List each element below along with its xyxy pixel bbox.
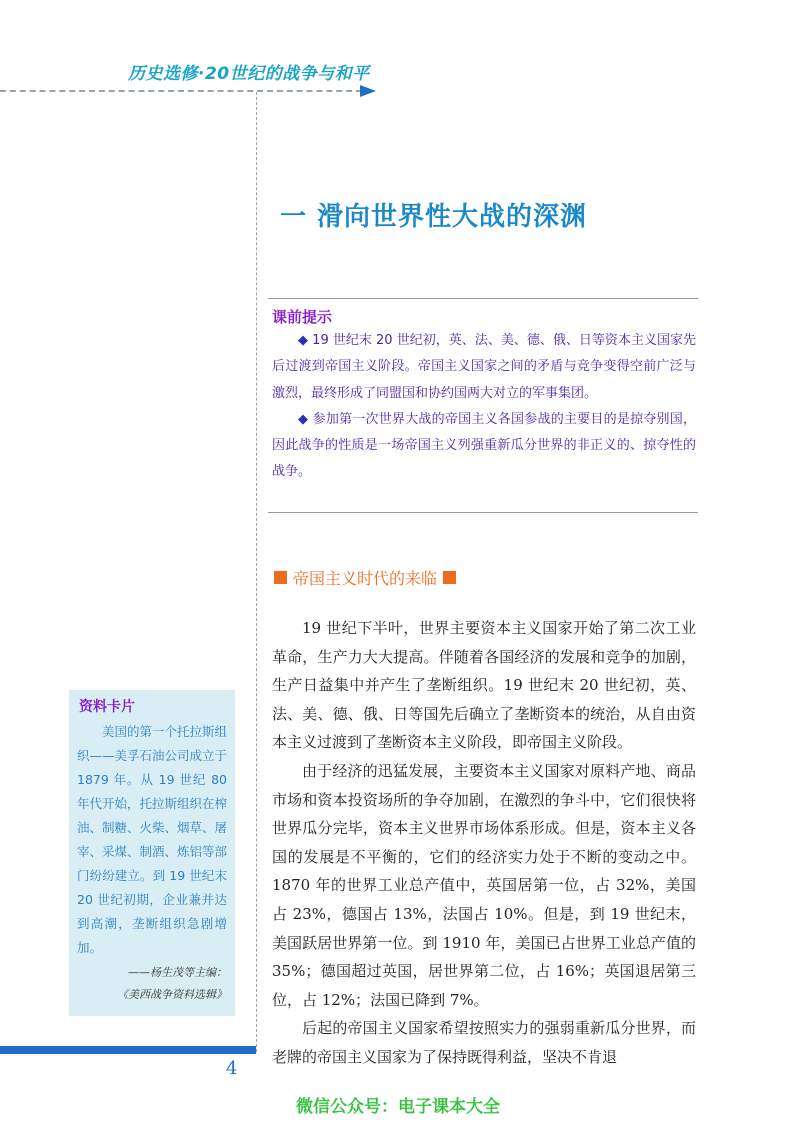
running-header-title: 历史选修·20世纪的战争与和平 [128,64,370,84]
data-card-paragraph: 美国的第一个托拉斯组织——美孚石油公司成立于 1879 年。从 19 世纪 80 年代开始，托拉斯组织在榨油、制糖、火柴、烟草、屠宰、采煤、制酒、炼铝等部门纷纷建立。到 19 世纪末 20 世纪初期，企业兼并达到高潮，垄断组织急剧增加。 [77,724,228,955]
tips-box [272,328,696,486]
tips-item-text: 参加第一次世界大战的帝国主义各国参战的主要目的是掠夺别国，因此战争的性质是一场帝国主义列强重新瓜分世界的非正义的、掠夺性的战争。 [272,411,696,480]
data-card-source [117,962,227,1006]
body-text [272,614,696,1072]
data-card-text [77,720,227,960]
body-paragraph: 由于经济的迅猛发展，主要资本主义国家对原料产地、商品市场和资本投资场所的争夺加剧，在激烈的争斗中，它们很快将世界瓜分完毕，资本主义世界市场体系形成。但是，资本主义各国的发展是不平衡的，它们的经济实力处于不断的变动之中。1870 年的世界工业总产值中，英国居第一位，占 32%，美国占 23%，德国占 13%，法国占 10%。但是，到 19 世纪末，美国跃居世界第一位。到 1910 年，美国已占世界工业总产值的 35%；德国超过英国，居世界第二位，占 16%；英国退居第三位，占 12%；法国已降到 7%。 [272,761,696,1009]
body-paragraph: 19 世纪下半叶，世界主要资本主义国家开始了第二次工业革命，生产力大大提高。伴随着各国经济的发展和竞争的加剧，生产日益集中并产生了垄断组织。19 世纪末 20 世纪初，英、法、美、德、俄、日等国先后确立了垄断资本的统治，从自由资本主义过渡到了垄断资本主义阶段，即帝国主义阶段。 [272,619,696,752]
tips-rule-top [268,298,698,299]
chapter-title: 一 滑向世界性大战的深渊 [280,202,588,232]
tips-rule-bottom [268,512,698,513]
data-card [69,690,235,1016]
diamond-bullet-icon: ◆ [298,411,309,427]
header-dashed-rule [0,90,362,92]
section-title: 帝国主义时代的来临 [293,569,438,588]
data-card-source-book: 《美西战争资料选辑》 [117,988,227,1001]
diamond-bullet-icon: ◆ [298,333,309,348]
data-card-title: 资料卡片 [79,699,135,715]
section-heading [274,566,456,589]
header-arrow-icon [360,85,376,97]
footer-bar [0,1046,256,1054]
watermark-text: 微信公众号：电子课本大全 [296,1097,500,1117]
page-number: 4 [226,1058,238,1079]
tips-item [272,328,696,407]
tips-heading: 课前提示 [272,308,333,326]
data-card-source-author: ——杨生茂等主编： [128,966,227,979]
tips-item-text: 19 世纪末 20 世纪初，英、法、美、德、俄、日等资本主义国家先后过渡到帝国主义阶段。帝国主义国家之间的矛盾与竞争变得空前广泛与激烈，最终形成了同盟国和协约国两大对立的军事集团。 [272,333,697,401]
square-bullet-icon [274,571,287,584]
tips-item [272,407,696,486]
margin-dashed-rule [256,92,257,1052]
square-bullet-icon [443,571,456,584]
body-paragraph: 后起的帝国主义国家希望按照实力的强弱重新瓜分世界，而老牌的帝国主义国家为了保持既得利益，坚决不肯退 [272,1019,696,1066]
